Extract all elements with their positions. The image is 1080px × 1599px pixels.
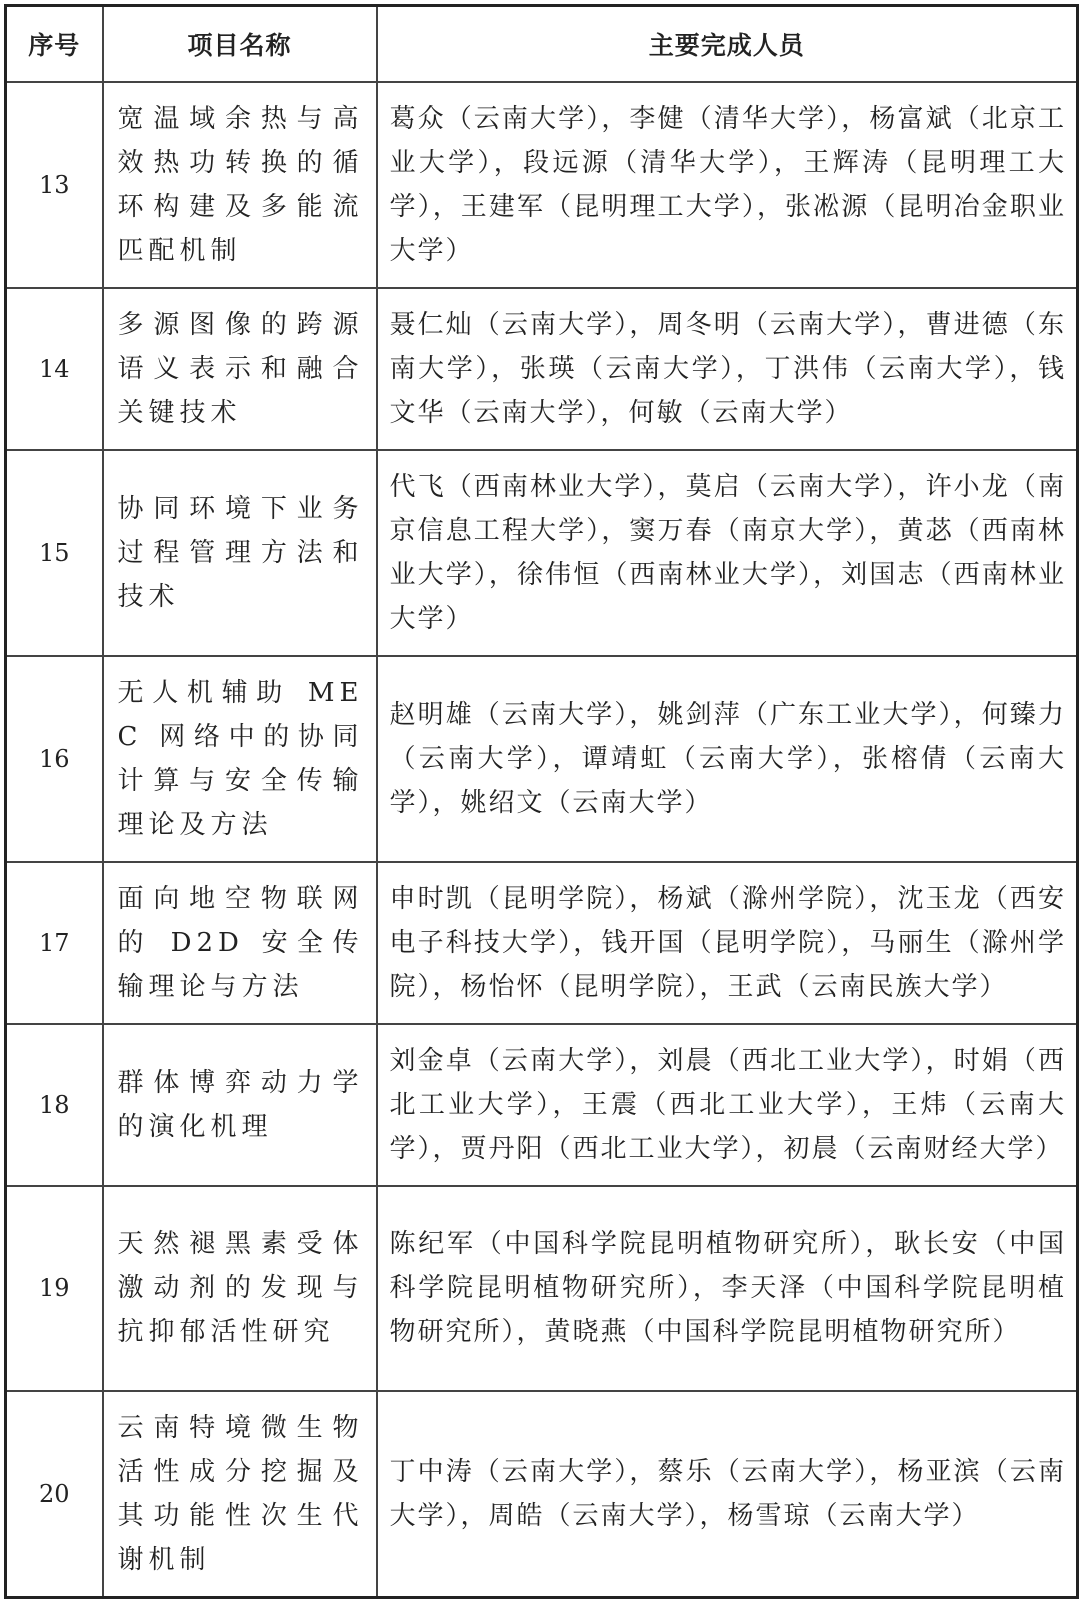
row-people: 陈纪军（中国科学院昆明植物研究所），耿长安（中国科学院昆明植物研究所），李天泽（中国科学院昆明植物研究所），黄晓燕（中国科学院昆明植物研究所） — [377, 1186, 1078, 1391]
header-row — [6, 6, 1078, 82]
row-seq: 19 — [6, 1186, 103, 1391]
row-project-name: 云南特境微生物活性成分挖掘及其功能性次生代谢机制 — [103, 1391, 377, 1598]
header-seq: 序号 — [6, 6, 103, 82]
row-project-name: 协同环境下业务过程管理方法和技术 — [103, 450, 377, 656]
row-project-name: 群体博弈动力学的演化机理 — [103, 1024, 377, 1186]
table-row — [6, 288, 1078, 450]
table-row — [6, 82, 1078, 288]
row-project-name: 多源图像的跨源语义表示和融合关键技术 — [103, 288, 377, 450]
table-row — [6, 656, 1078, 862]
row-seq: 13 — [6, 82, 103, 288]
row-seq: 18 — [6, 1024, 103, 1186]
table-row — [6, 862, 1078, 1024]
table-row — [6, 450, 1078, 656]
row-people: 聂仁灿（云南大学），周冬明（云南大学），曹进德（东南大学），张瑛（云南大学），丁洪伟（云南大学），钱文华（云南大学），何敏（云南大学） — [377, 288, 1078, 450]
row-people: 赵明雄（云南大学），姚剑萍（广东工业大学），何臻力（云南大学），谭靖虹（云南大学），张榕倩（云南大学），姚绍文（云南大学） — [377, 656, 1078, 862]
table-row — [6, 1391, 1078, 1598]
row-seq: 15 — [6, 450, 103, 656]
row-project-name: 天然褪黑素受体激动剂的发现与抗抑郁活性研究 — [103, 1186, 377, 1391]
row-seq: 17 — [6, 862, 103, 1024]
table-row — [6, 1024, 1078, 1186]
row-project-name: 无人机辅助 MEC 网络中的协同计算与安全传输理论及方法 — [103, 656, 377, 862]
row-seq: 14 — [6, 288, 103, 450]
row-seq: 20 — [6, 1391, 103, 1598]
header-people: 主要完成人员 — [377, 6, 1078, 82]
header-name: 项目名称 — [103, 6, 377, 82]
row-project-name: 面向地空物联网的 D2D 安全传输理论与方法 — [103, 862, 377, 1024]
project-table — [4, 4, 1079, 1599]
row-people: 刘金卓（云南大学），刘晨（西北工业大学），时娟（西北工业大学），王震（西北工业大学），王炜（云南大学），贾丹阳（西北工业大学），初晨（云南财经大学） — [377, 1024, 1078, 1186]
row-people: 申时凯（昆明学院），杨斌（滁州学院），沈玉龙（西安电子科技大学），钱开国（昆明学院），马丽生（滁州学院），杨怡怀（昆明学院），王武（云南民族大学） — [377, 862, 1078, 1024]
table-row — [6, 1186, 1078, 1391]
row-people: 丁中涛（云南大学），蔡乐（云南大学），杨亚滨（云南大学），周皓（云南大学），杨雪琼（云南大学） — [377, 1391, 1078, 1598]
row-seq: 16 — [6, 656, 103, 862]
row-people: 代飞（西南林业大学），莫启（云南大学），许小龙（南京信息工程大学），窦万春（南京大学），黄苾（西南林业大学），徐伟恒（西南林业大学），刘国志（西南林业大学） — [377, 450, 1078, 656]
row-people: 葛众（云南大学），李健（清华大学），杨富斌（北京工业大学），段远源（清华大学），王辉涛（昆明理工大学），王建军（昆明理工大学），张凇源（昆明冶金职业大学） — [377, 82, 1078, 288]
row-project-name: 宽温域余热与高效热功转换的循环构建及多能流匹配机制 — [103, 82, 377, 288]
